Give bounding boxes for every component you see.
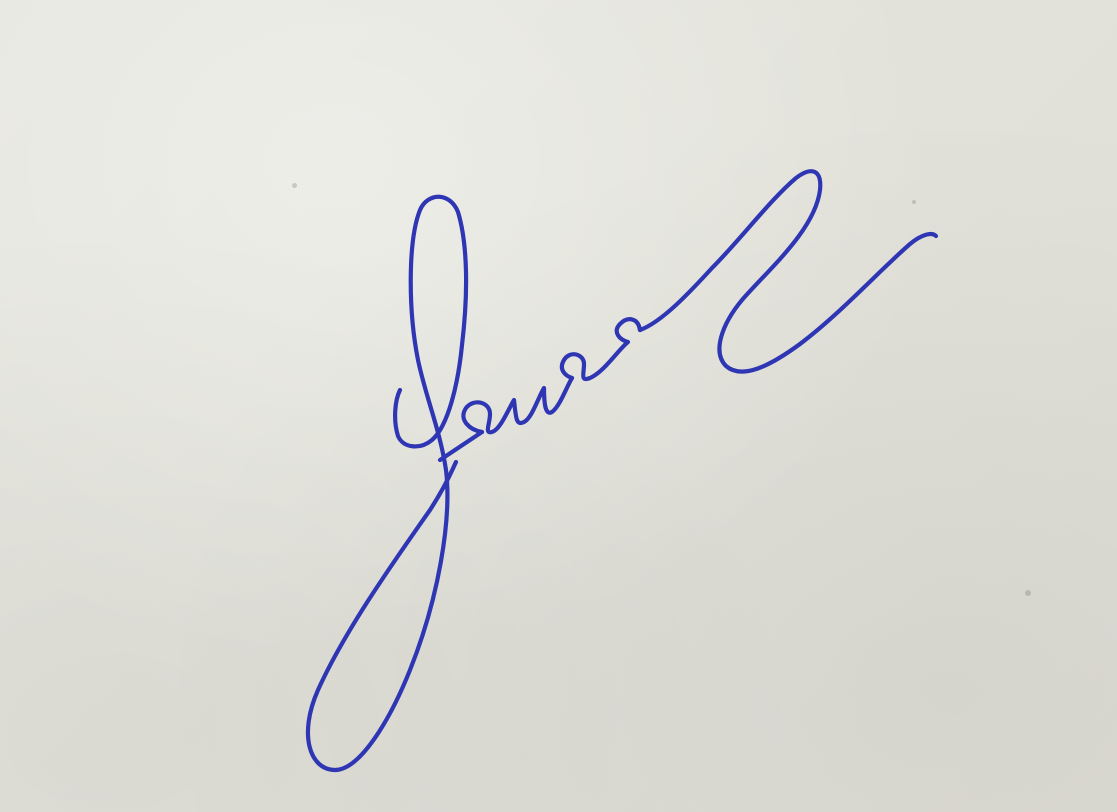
signature-stroke-l-loop — [308, 197, 466, 770]
signature-stroke-letters — [463, 378, 572, 432]
signature-stroke-z-flourish — [640, 171, 936, 371]
signature-stroke-a — [562, 319, 640, 379]
signature-stroke-connector — [440, 432, 482, 460]
signature-stroke-group — [308, 171, 936, 770]
